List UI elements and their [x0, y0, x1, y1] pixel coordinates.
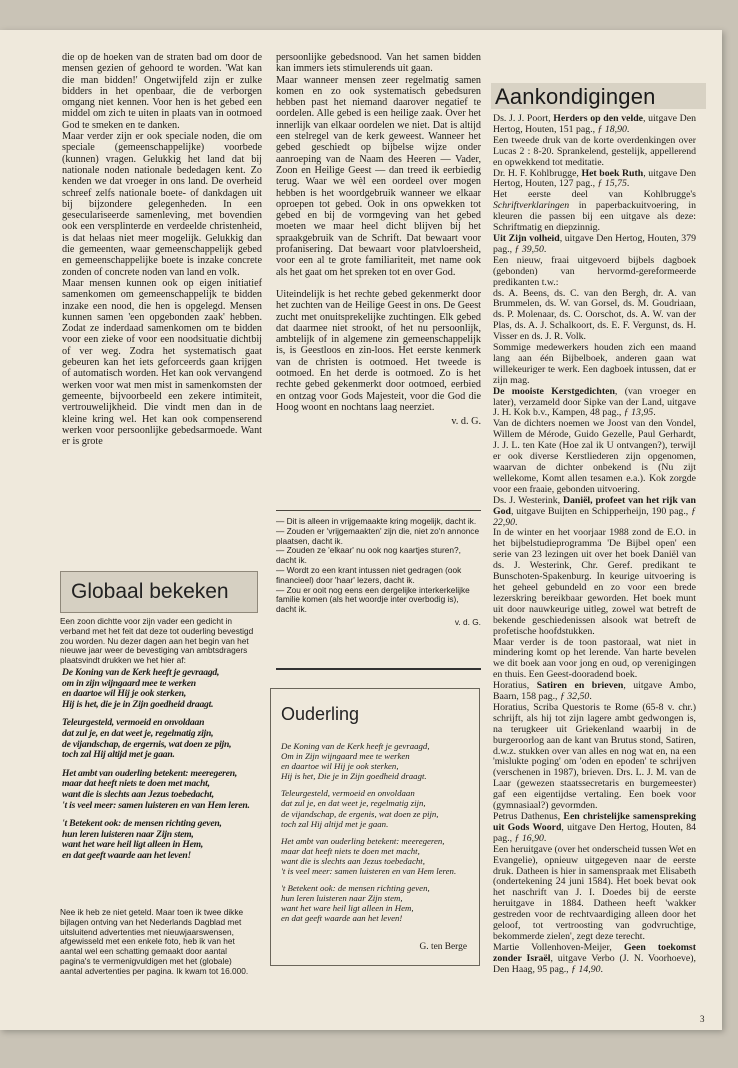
announcement-paragraph: Een tweede druk van de korte overdenkingen over Lucas 2 : 8-20. Sprankelend, gestelijk, appellerend en opwekkend tot meditatie. [493, 134, 696, 168]
poem-line: Hij is het, die je in Zijn goedheid draagt. [62, 698, 214, 710]
article-column-1 [62, 52, 262, 447]
paragraph: Maar mensen kunnen ook op eigen initiatief samenkomen om gemeenschappelijk te bidden inzake een nood, die hen is opgelegd. Mensen kunnen samen 'een opgebonden zaak' hebben. Zodat ze inderdaad samenkomen om te bidden voor een zieke of voor een noodsituatie dichtbij of ver weg. Zodra het systematisch gaat gebeuren kan het iets geforceerds gaan krijgen of automatisch worden. Het kan ook vervangend werken voor wat men mist in samenkomsten der gemeente, bijvoorbeeld een zekere intimiteit, vertrouwelijkheid. Die vindt men dan in de kleine kring wel. Het kan ook compenserend werken voor persoonlijke gebedsarmoede. Want er is grote [62, 277, 262, 448]
announcement-paragraph: Sommige medewerkers houden zich een maand lang aan één Bijbelboek, anderen gaan wat willekeuriger te werk. Een dagboek intussen, dat er zijn mag. [493, 342, 696, 386]
poem-stanza [281, 883, 477, 923]
announcement-paragraph: Petrus Dathenus, Een christelijke samenspreking uit Gods Woord, uitgave Den Hertog, Houten, 84 pag., ƒ 16,90. [493, 811, 696, 844]
globaal-bekeken-title: Globaal bekeken [71, 580, 229, 603]
announcement-paragraph: Uit Zijn volheid, uitgave Den Hertog, Houten, 379 pag., ƒ 39,50. [493, 232, 696, 255]
announcement-paragraph: Martie Vollenhoven-Meijer, Geen toekomst zonder Israël, uitgave Verbo (J. N. Voorhoeve), Den Haag, 95 pag., ƒ 14,90. [493, 941, 696, 975]
announcement-paragraph: Een nieuw, fraai uitgevoerd bijbels dagboek (gebonden) van hervormd-gereformeerde predikanten t.w.: [493, 254, 696, 288]
note-line: — Zou er ooit nog eens een dergelijke interkerkelijke familie komen (als het woordje inter overbodig is), dacht ik. [276, 584, 470, 615]
poem-stanza [281, 741, 477, 781]
announcement-paragraph: Ds. J. J. Poort, Herders op den velde, uitgave Den Hertog, Houten, 151 pag., ƒ 18,90. [493, 113, 696, 135]
poem-line: en daartoe wil Hij je ook sterken, [281, 761, 399, 772]
article-column-2 [276, 52, 481, 428]
poem-stanza [281, 836, 477, 876]
poem-line: de vijandschap, de ergernis, wat doen ze pijn, [62, 738, 232, 750]
announcement-paragraph: Horatius, Scriba Questoris te Rome (65-8 v. chr.) schrijft, als hij tot zijn lagere ambt gedwongen is, na terugkeer uit Griekenland waarbij in de burgeroorlog aan de kant van Brutus stond, Satiren, d.w.z. stukken over van alles en nog wat en, na een 'mislukte poging' om 'oden en epoden' te schrijven (verschenen in 1987), brieven. Drs. L. J. M. van de Laar (gewezen staatssecretaris en burgemeester) gaf een eigentijdse vertaling. Een boek voor (gymnasiaal?) gevormden. [493, 701, 696, 812]
poem-line: maar dat heeft niets te doen met macht, [281, 845, 420, 856]
globaal-bekeken-header [60, 571, 258, 613]
poem-line: want het ware heil ligt alleen in Hem, [62, 839, 204, 851]
poem-line: 't is veel meer: samen luisteren en van Hem leren. [281, 866, 457, 877]
note-line: — Dit is alleen in vrijgemaakte kring mogelijk, dacht ik. [276, 516, 477, 526]
poem-line: hun leren luisteren naar Zijn stem, [62, 828, 194, 840]
poem-line: 't Betekent ook: de mensen richting geven, [281, 883, 430, 894]
poem-line: Hij is het, Die je in Zijn goedheid draagt. [281, 771, 427, 782]
poem-line: om in zijn wijngaard mee te werken [62, 677, 196, 689]
poem-line: Om in Zijn wijngaard mee te werken [281, 751, 410, 762]
paragraph: Maar verder zijn er ook speciale noden, die om speciale (gemeenschappelijke) voorbede (kunnen) vragen. Gelukkig het land dat bij nationale noden nationale bededagen kent. Zo kenden we dat vroeger in ons land. De overheid schreef zelfs nationale boete- of dankdagen uit bij bijzondere gelegenheden. In een geseculariseerde samenleving, met bovendien ook een versplinterde en verdeelde christenheid, is dat helaas niet meer mogelijk. Gelukkig dan die gemeenten, waar gemeenschappelijk gebed en gemeenschappelijke boete is inzake concrete zonden of concrete noden van land en volk. [62, 131, 262, 278]
poem-line: want het ware heil ligt alleen in Hem, [281, 903, 414, 914]
poem-line: De Koning van de Kerk heeft je gevraagd, [62, 667, 220, 678]
announcement-paragraph: Horatius, Satiren en brieven, uitgave Ambo, Baarn, 158 pag., ƒ 32,50. [493, 680, 696, 703]
article-signature: v. d. G. [451, 416, 481, 428]
announcement-paragraph: Van de dichters noemen we Joost van den Vondel, Willem de Mérode, Guido Gezelle, Paul Gerhardt, J. J. L. ten Kate (Hoe zal ik U ontvangen?), terwijl er ook diverse Kerstliederen zijn opgenomen, waarvan de dichter onbekend is (Nu zijt wellekome, Komt allen tesamen e.a.). Kok zorgde voor een fraaie, gebonden uitvoering. [493, 418, 696, 495]
poem-line: Teleurgesteld, vermoeid en onvoldaan [281, 788, 415, 799]
poem-line: de vijandschap, de ergenis, wat doen ze pijn, [281, 808, 439, 819]
announcement-paragraph: ds. A. Beens, ds. C. van den Bergh, dr. A. van Brummelen, ds. W. van Gorsel, ds. M. Goudriaan, ds. P. Molenaar, ds. C. Oorschot, ds. A. W. van der Plas, ds. A. J. Schalkoort, ds. E. F. Vergunst, ds. H. Visser en ds. J. R. Volk. [493, 287, 696, 343]
note-line: — Wordt zo een krant intussen niet gedragen (ook financieel) door 'haar' lezers, dacht ik. [276, 564, 462, 585]
poem-line: want die is slechts aan Jezus toebedacht, [281, 855, 425, 866]
announcement-paragraph: Dr. H. F. Kohlbrugge, Het boek Ruth, uitgave Den Hertog, Houten, 127 pag., ƒ 15,75. [493, 167, 696, 190]
notes-signature: v. d. G. [454, 616, 481, 627]
ouderling-poem-box [270, 688, 480, 966]
poem-author: G. ten Berge [419, 942, 467, 952]
gothic-poem [62, 668, 258, 862]
note-line: — Zouden er 'vrijgemaakten' zijn die, niet zo'n annonce plaatsen, dacht ik. [276, 525, 480, 546]
note-line: — Zouden ze 'elkaar' nu ook nog kaartjes sturen?, dacht ik. [276, 545, 461, 566]
announcement-paragraph: De mooiste Kerstgedichten, (van vroeger en later), verzameld door Sipke van der Land, uitgave J. H. Kok b.v., Kampen, 48 pag., ƒ 13,95. [493, 385, 696, 419]
paragraph: Uiteindelijk is het rechte gebed gekenmerkt door het zuchten van de Heilige Geest in ons. De Geest zucht met onuitsprekelijke zuchtingen. Elk gebed dat daarmee niet strookt, of het nu persoonlijk, ambtelijk of in algemene zin gemeenschappelijk is, is Geestloos en zin-loos. Het eerste kenmerk van de christen is ootmoed. Het tweede is ootmoed. En het derde is ootmoed. Zo is het rechte gebed gekenmerkt door ootmoed, eerbied en ontzag voor Gods Majesteit, voor die God die Hoog woont en nochtans laag neerziet. [276, 288, 481, 413]
ouderling-verses [281, 741, 477, 931]
announcement-paragraph: Een heruitgave (over het onderscheid tussen Wet en Evangelie), opnieuw uitgegeven naar de eerste druk. Datheen is hier in samenspraak met Elisabeth (ondertekening 24 juni 1584). Het boek bevat ook het naschrift van J. I. Doedes bij de eerste heruitgave in 1884. Datheen heeft 'wakker gestreden voor de rechtvaardiging alleen door het geloof, tot vertroosting van godvruchtige, bekommerde zielen', zegt deze terecht. [493, 843, 696, 942]
announcement-paragraph: Maar verder is de toon pastoraal, wat niet in mindering komt op het lerende. Van harte bevelen we dit boek aan voor jong en oud, op verenigingen en thuis. Een Geest-dooradend boek. [493, 636, 696, 681]
poem-line: maar dat heeft niets te doen met macht, [62, 778, 210, 790]
announcement-paragraph: In de winter en het voorjaar 1988 zond de E.O. in het bijbelstudieprogramma 'De Bijbel open' een serie van 23 lezingen uit over het boek Daniël van ds. J. Westerink, Chr. Geref. predikant te Bunschoten-Spakenburg. In keurige uitvoering is het geheel gebundeld en zo voor een brede lezerskring bereikbaar geworden. Het boek munt uit door nauwkeurige uitleg, zowel wat betreft de bekende geschiedenissen alsook wat betreft de profetische hoofdstukken. [493, 527, 696, 637]
divider [276, 510, 481, 511]
poem-line: Het ambt van ouderling betekent: meeregeren, [281, 835, 445, 846]
poem-line: toch zal Hij altijd met je gaan. [62, 749, 175, 761]
poem-line: 't is veel meer: samen luisteren en van Hem leren. [62, 799, 250, 811]
poem-line: hun leren luisteren naar Zijn stem, [281, 893, 403, 904]
paragraph: persoonlijke gebedsnood. Van het samen bidden kan immers iets stimulerends uit gaan. [276, 52, 481, 75]
poem-line: en dat geeft waarde aan het leven! [62, 849, 192, 861]
announcements-header [491, 83, 706, 109]
announcement-paragraph: Het eerste deel van Kohlbrugge's Schriftverklaringen in paperbackuitvoering, in kleuren die passen bij een uitgave als deze: Schriftmatig en diepzinnig. [493, 189, 696, 234]
poem-line: en dat geeft waarde aan het leven! [281, 913, 403, 924]
paragraph: die op de hoeken van de straten bad om door de mensen gezien of gehoord te worden. 'Wat kan die man bidden!' Ongetwijfeld zijn er zulke bidders in het openbaar, die de verborgen omgang niet kennen. Voor hen is het gebed een middel om zich te uiten in plaats van in ootmoed God te smeken en te danken. [62, 52, 262, 131]
poem-line: Teleurgesteld, vermoeid en onvoldaan [62, 717, 205, 729]
paragraph: Maar wanneer mensen zeer regelmatig samen komen en zo ook systematisch gebedsuren hebben past het niemand daarover negatief te oordelen. Alle gebed is een heilige zaak. Over het innerlijk van elkaar oordelen we niet. Dat is altijd een stelregel van de kerk geweest. Wanneer het gebed geschiedt op bijbelse wijze onder aanroeping van de Naam des Heeren — Vader, Zoon en Heilige Geest — dan treed ik eerbiedig terug. Waar we wèl een oordeel over mogen hebben is het woordgebruik wanneer we elkaar oproepen tot gebed. Ook in ons opwekken tot gebed en bij de vormgeving van het gebed moeten we maar heel dicht blijven bij het spraakgebruik van de Schrift. Dat bewaart voor profanisering. Dat bewaart voor platvloersheid, voor een al te grote familiariteit, met name ook als het gaat om het spreken tot en over God. [276, 74, 481, 278]
poem-line: want die is slechts aan Jezus toebedacht, [62, 788, 214, 800]
announcements-column [493, 114, 696, 976]
divider [276, 668, 481, 670]
globaal-intro: Een zoon dichtte voor zijn vader een gedicht in verband met het feit dat deze tot ouderling bevestigd zou worden. Nu dezer dagen aan het begin van het nieuwe jaar weer de bevestiging van ambtsdragers plaatsvindt drukken we het hier af: [60, 616, 254, 666]
announcements-title: Aankondigingen [495, 84, 656, 109]
announcement-paragraph: Ds. J. Westerink, Daniël, profeet van het rijk van God, uitgave Buijten en Schipperheijn, 190 pag., ƒ 22,90. [493, 494, 696, 528]
notes-block [276, 517, 481, 628]
poem-line: en daartoe wil Hij je ook sterken, [62, 688, 187, 700]
poem-line: dat zul je, en dat weet je, regelmatig zijn, [281, 798, 426, 809]
page-number: 3 [700, 1014, 705, 1024]
globaal-closing: Nee ik heb ze niet geteld. Maar toen ik twee dikke bijlagen ontving van het Nederlands Dagblad met uitsluitend advertenties met nieuwjaarswensen, afgewisseld met een enkele foto, heb ik van het aantal wel een schatting gemaakt door aantal pagina's te vermenigvuldigen met het (globale) aantal advertenties per pagina. Ik kwam tot 16.000. [60, 907, 249, 976]
poem-line: dat zul je, en dat weet je, regelmatig zijn, [62, 727, 214, 739]
poem-line: De Koning van de Kerk heeft je gevraagd, [281, 741, 430, 751]
poem-line: toch zal Hij altijd met je gaan. [281, 818, 389, 829]
poem-line: Het ambt van ouderling betekent: meeregeren, [62, 767, 238, 779]
poem-line: 't Betekent ook: de mensen richting geven, [62, 818, 222, 830]
poem-stanza [281, 788, 477, 828]
ouderling-title: Ouderling [281, 704, 360, 724]
